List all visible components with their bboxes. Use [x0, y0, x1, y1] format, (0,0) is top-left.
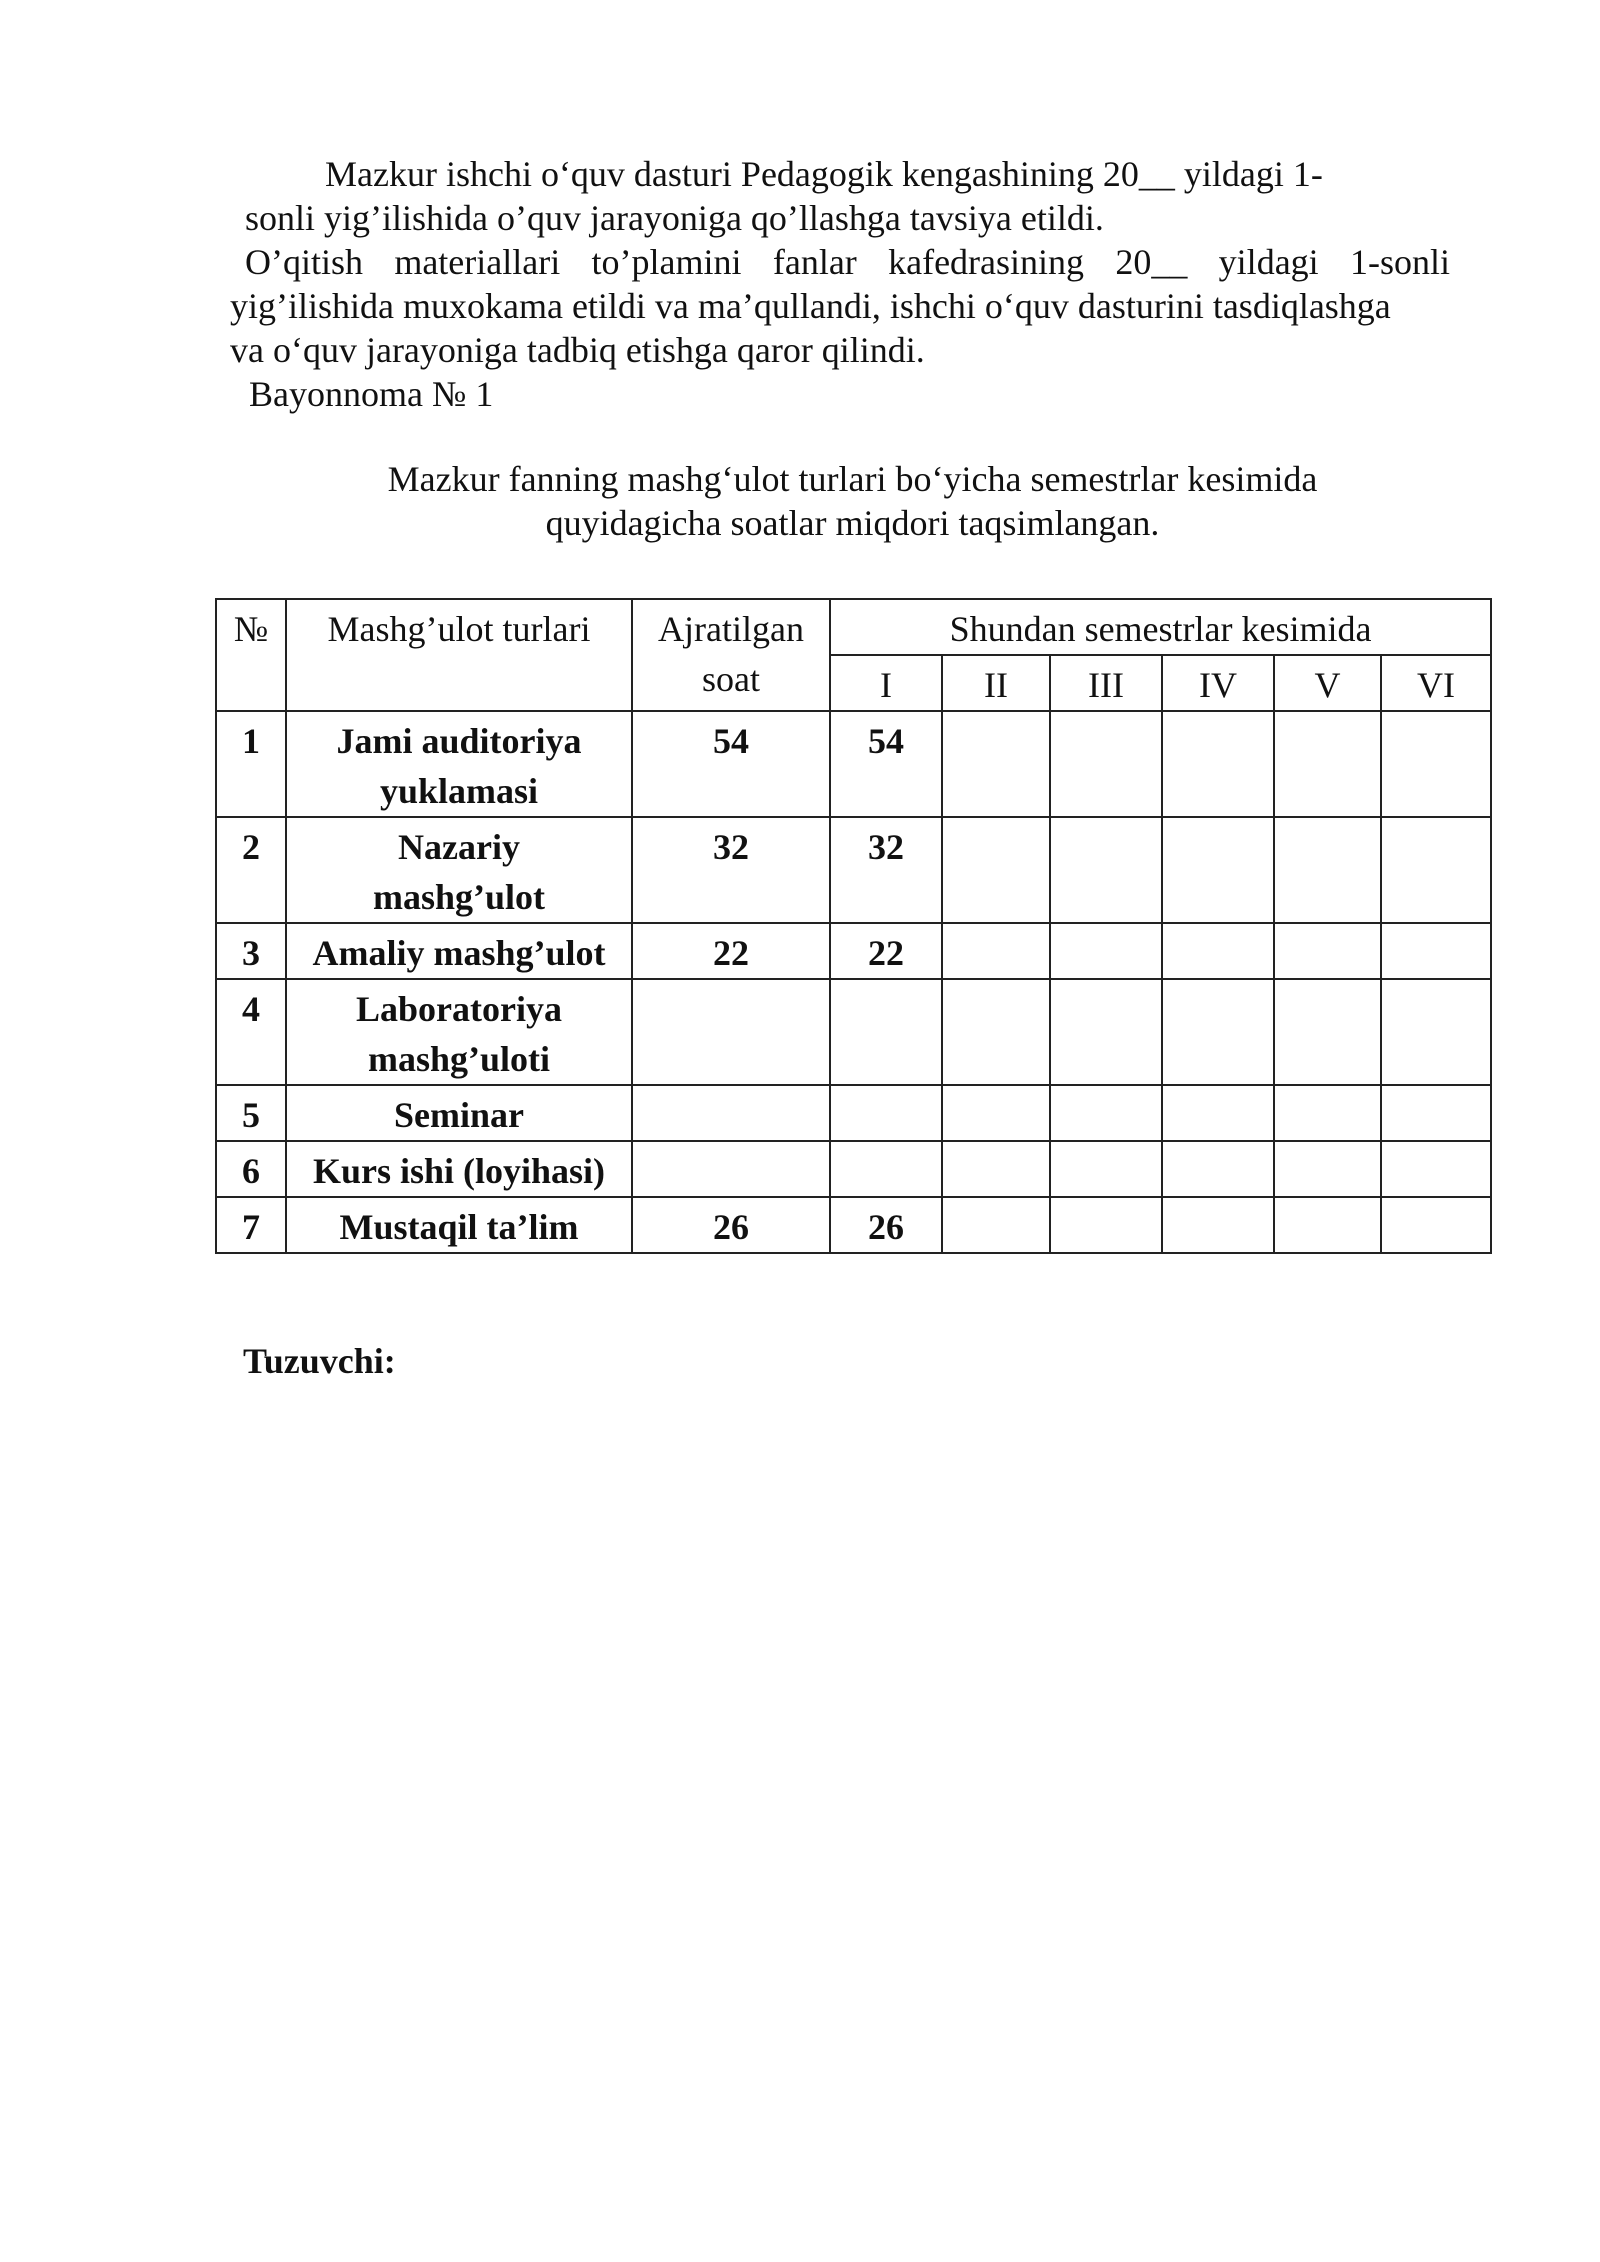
row-allocated-hours: 32 [632, 817, 830, 923]
row-semester-cell [1050, 1197, 1162, 1253]
row-activity-type: Seminar [286, 1085, 632, 1141]
row-allocated-hours: 26 [632, 1197, 830, 1253]
row-activity-type: Amaliy mashg’ulot [286, 923, 632, 979]
row-semester-cell [942, 923, 1050, 979]
row-semester-cell [1162, 1085, 1274, 1141]
semester-header: I [830, 655, 942, 711]
row-semester-cell [942, 711, 1050, 817]
row-semester-cell [1381, 1197, 1491, 1253]
row-semester-1 [830, 1141, 942, 1197]
row-number: 7 [216, 1197, 286, 1253]
row-semester-cell [942, 1197, 1050, 1253]
semester-header: II [942, 655, 1050, 711]
hours-distribution-table [215, 598, 1492, 1254]
row-number: 4 [216, 979, 286, 1085]
row-semester-cell [1274, 1085, 1381, 1141]
table-heading-line-1: Mazkur fanning mashg‘ulot turlari bo‘yicha semestrlar kesimida [387, 459, 1318, 499]
semester-header: III [1050, 655, 1162, 711]
table-row [216, 817, 1491, 923]
row-activity-type: Jami auditoriya yuklamasi [286, 711, 632, 817]
row-activity-type: Nazariy mashg’ulot [286, 817, 632, 923]
row-semester-cell [1274, 923, 1381, 979]
table-row [216, 1197, 1491, 1253]
semester-header: VI [1381, 655, 1491, 711]
table-heading-line-2: quyidagicha soatlar miqdori taqsimlangan. [545, 503, 1160, 543]
row-semester-cell [1274, 711, 1381, 817]
header-no: № [216, 599, 286, 711]
intro-line-4: yig’ilishida muxokama etildi va ma’qullandi, ishchi o‘quv dasturini tasdiqlashga [230, 286, 1391, 326]
row-semester-1: 26 [830, 1197, 942, 1253]
row-semester-cell [1274, 979, 1381, 1085]
row-semester-cell [1162, 1197, 1274, 1253]
row-number: 5 [216, 1085, 286, 1141]
author-label: Tuzuvchi: [243, 1341, 396, 1381]
row-allocated-hours [632, 1141, 830, 1197]
row-number: 1 [216, 711, 286, 817]
row-semester-cell [1274, 1197, 1381, 1253]
header-semesters: Shundan semestrlar kesimida [830, 599, 1491, 655]
row-activity-type: Laboratoriya mashg’uloti [286, 979, 632, 1085]
row-semester-cell [942, 979, 1050, 1085]
table-row [216, 923, 1491, 979]
row-semester-cell [942, 817, 1050, 923]
row-semester-cell [1381, 711, 1491, 817]
semester-header: IV [1162, 655, 1274, 711]
row-semester-1 [830, 1085, 942, 1141]
row-semester-cell [1162, 817, 1274, 923]
table-row [216, 1141, 1491, 1197]
intro-line-2: sonli yig’ilishida o’quv jarayoniga qo’llashga tavsiya etildi. [245, 198, 1104, 238]
row-allocated-hours: 22 [632, 923, 830, 979]
row-semester-cell [1050, 711, 1162, 817]
intro-line-3: O’qitish materiallari to’plamini fanlar kafedrasining 20__ yildagi 1-sonli [245, 242, 1450, 282]
row-activity-type: Kurs ishi (loyihasi) [286, 1141, 632, 1197]
intro-line-5: va o‘quv jarayoniga tadbiq etishga qaror qilindi. [230, 330, 925, 370]
row-semester-cell [1381, 817, 1491, 923]
row-allocated-hours: 54 [632, 711, 830, 817]
row-semester-cell [1050, 979, 1162, 1085]
header-activity-type: Mashg’ulot turlari [286, 599, 632, 711]
row-allocated-hours [632, 1085, 830, 1141]
row-semester-1: 54 [830, 711, 942, 817]
row-semester-1 [830, 979, 942, 1085]
row-semester-cell [1162, 923, 1274, 979]
row-semester-cell [1050, 817, 1162, 923]
protocol-number: Bayonnoma № 1 [249, 374, 494, 414]
table-row [216, 979, 1491, 1085]
row-semester-cell [1050, 1141, 1162, 1197]
row-activity-type: Mustaqil ta’lim [286, 1197, 632, 1253]
row-semester-cell [1381, 1141, 1491, 1197]
row-semester-cell [1381, 979, 1491, 1085]
row-semester-cell [1162, 1141, 1274, 1197]
intro-line-1: Mazkur ishchi o‘quv dasturi Pedagogik kengashining 20__ yildagi 1- [325, 154, 1323, 194]
semester-header: V [1274, 655, 1381, 711]
table-row [216, 711, 1491, 817]
row-semester-1: 22 [830, 923, 942, 979]
row-semester-cell [1381, 1085, 1491, 1141]
row-semester-1: 32 [830, 817, 942, 923]
row-semester-cell [942, 1141, 1050, 1197]
row-number: 3 [216, 923, 286, 979]
header-allocated-hours: Ajratilgan soat [632, 599, 830, 711]
row-semester-cell [1050, 1085, 1162, 1141]
row-semester-cell [942, 1085, 1050, 1141]
row-number: 2 [216, 817, 286, 923]
row-semester-cell [1274, 817, 1381, 923]
row-semester-cell [1274, 1141, 1381, 1197]
table-row [216, 1085, 1491, 1141]
row-semester-cell [1162, 711, 1274, 817]
row-semester-cell [1381, 923, 1491, 979]
table-header-row [216, 599, 1491, 655]
row-semester-cell [1162, 979, 1274, 1085]
row-number: 6 [216, 1141, 286, 1197]
row-semester-cell [1050, 923, 1162, 979]
row-allocated-hours [632, 979, 830, 1085]
